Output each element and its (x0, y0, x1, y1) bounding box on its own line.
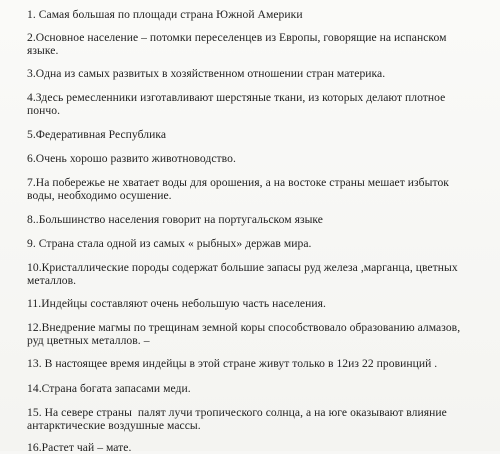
list-item-3: 3.Одна из самых развитых в хозяйственном отношении стран материка. (27, 67, 386, 80)
list-item-12: 12.Внедрение магмы по трещинам земной коры способствовало образованию алмазов, руд цветных металлов. – (27, 321, 461, 347)
list-item-9: 9. Страна стала одной из самых « рыбных» держав мира. (27, 237, 312, 250)
list-item-10: 10.Кристаллические породы содержат большие запасы руд железа ,марганца, цветных металлов. (27, 261, 458, 287)
list-item-8: 8..Большинство населения говорит на португальском языке (27, 213, 324, 226)
list-item-13: 13. В настоящее время индейцы в этой стране живут только в 12из 22 провинций . (27, 357, 438, 370)
list-item-2: 2.Основное население – потомки переселенцев из Европы, говорящие на испанском языке. (27, 31, 447, 57)
list-item-6: 6.Очень хорошо развито животноводство. (27, 152, 236, 165)
list-item-15: 15. На севере страны палят лучи тропического солнца, а на юге оказывают влияние антарктические воздушные массы. (27, 406, 447, 432)
list-item-16: 16.Растет чай – мате. (27, 441, 132, 454)
list-item-5: 5.Федеративная Республика (27, 128, 167, 141)
list-item-1: 1. Самая большая по площади страна Южной Америки (27, 8, 303, 21)
list-item-14: 14.Страна богата запасами меди. (27, 382, 191, 395)
list-item-11: 11.Индейцы составляют очень небольшую часть населения. (27, 297, 326, 310)
list-item-4: 4.Здесь ремесленники изготавливают шерстяные ткани, из которых делают плотное пончо. (27, 91, 446, 117)
list-item-7: 7.На побережье не хватает воды для орошения, а на востоке страны мешает избыток воды, необходимо осушение. (27, 176, 449, 202)
